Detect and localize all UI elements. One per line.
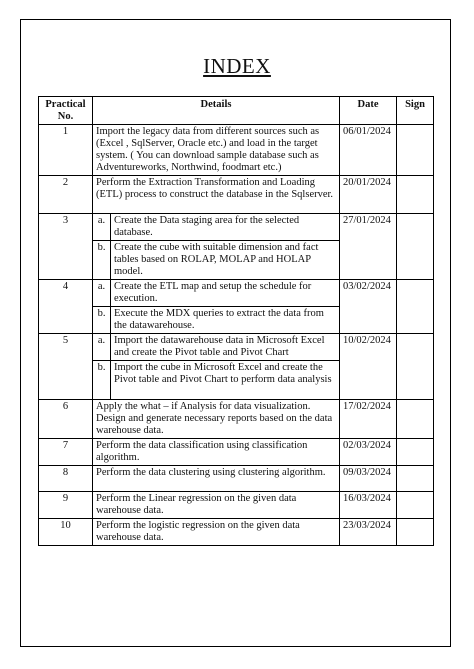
practical-number: 7 (39, 439, 93, 466)
practical-number: 3 (39, 214, 93, 280)
practical-details: Import the cube in Microsoft Excel and create the Pivot table and Pivot Chart to perform data analysis (111, 361, 340, 400)
header-date: Date (340, 97, 397, 125)
practical-date: 17/02/2024 (340, 400, 397, 439)
table-row (39, 334, 434, 361)
practical-number: 1 (39, 125, 93, 176)
sign-cell (397, 519, 434, 546)
sign-cell (397, 125, 434, 176)
practical-details: Execute the MDX queries to extract the data from the datawarehouse. (111, 307, 340, 334)
table-row (39, 400, 434, 439)
practical-date: 27/01/2024 (340, 214, 397, 280)
table-row (39, 439, 434, 466)
practical-details: Create the cube with suitable dimension and fact tables based on ROLAP, MOLAP and HOLAP model. (111, 241, 340, 280)
sign-cell (397, 492, 434, 519)
sub-item-label: b. (93, 361, 111, 400)
table-row (39, 280, 434, 307)
table-row (39, 125, 434, 176)
practical-number: 5 (39, 334, 93, 400)
index-table (38, 96, 434, 546)
sign-cell (397, 334, 434, 400)
practical-details: Import the datawarehouse data in Microsoft Excel and create the Pivot table and Pivot Chart (111, 334, 340, 361)
sign-cell (397, 176, 434, 214)
sign-cell (397, 214, 434, 280)
sub-item-label: a. (93, 334, 111, 361)
practical-details: Perform the data classification using classification algorithm. (93, 439, 340, 466)
header-details: Details (93, 97, 340, 125)
practical-date: 09/03/2024 (340, 466, 397, 492)
practical-date: 16/03/2024 (340, 492, 397, 519)
practical-details: Import the legacy data from different sources such as (Excel , SqlServer, Oracle etc.) and load in the target system. ( You can download sample database such as Adventureworks, Northwind, foodmart etc.) (93, 125, 340, 176)
practical-date: 10/02/2024 (340, 334, 397, 400)
practical-number: 6 (39, 400, 93, 439)
practical-details: Perform the data clustering using clustering algorithm. (93, 466, 340, 492)
practical-date: 06/01/2024 (340, 125, 397, 176)
sub-item-label: b. (93, 241, 111, 280)
header-practical-no: Practical No. (39, 97, 93, 125)
sub-item-label: b. (93, 307, 111, 334)
sign-cell (397, 466, 434, 492)
practical-details: Create the Data staging area for the selected database. (111, 214, 340, 241)
practical-date: 02/03/2024 (340, 439, 397, 466)
table-row (39, 519, 434, 546)
practical-details: Perform the Extraction Transformation and Loading (ETL) process to construct the database in the Sqlserver. (93, 176, 340, 214)
sign-cell (397, 280, 434, 334)
sub-item-label: a. (93, 280, 111, 307)
table-row (39, 492, 434, 519)
practical-details: Create the ETL map and setup the schedule for execution. (111, 280, 340, 307)
practical-details: Perform the Linear regression on the given data warehouse data. (93, 492, 340, 519)
practical-date: 03/02/2024 (340, 280, 397, 334)
table-row (39, 466, 434, 492)
sub-item-label: a. (93, 214, 111, 241)
header-sign: Sign (397, 97, 434, 125)
sign-cell (397, 400, 434, 439)
practical-date: 23/03/2024 (340, 519, 397, 546)
table-row (39, 176, 434, 214)
practical-details: Perform the logistic regression on the given data warehouse data. (93, 519, 340, 546)
header-row (39, 97, 434, 125)
practical-number: 9 (39, 492, 93, 519)
practical-details: Apply the what – if Analysis for data visualization. Design and generate necessary reports based on the data warehouse data. (93, 400, 340, 439)
page-title: INDEX (203, 54, 271, 78)
practical-number: 2 (39, 176, 93, 214)
table-row (39, 214, 434, 241)
sign-cell (397, 439, 434, 466)
practical-date: 20/01/2024 (340, 176, 397, 214)
practical-number: 4 (39, 280, 93, 334)
practical-number: 8 (39, 466, 93, 492)
practical-number: 10 (39, 519, 93, 546)
